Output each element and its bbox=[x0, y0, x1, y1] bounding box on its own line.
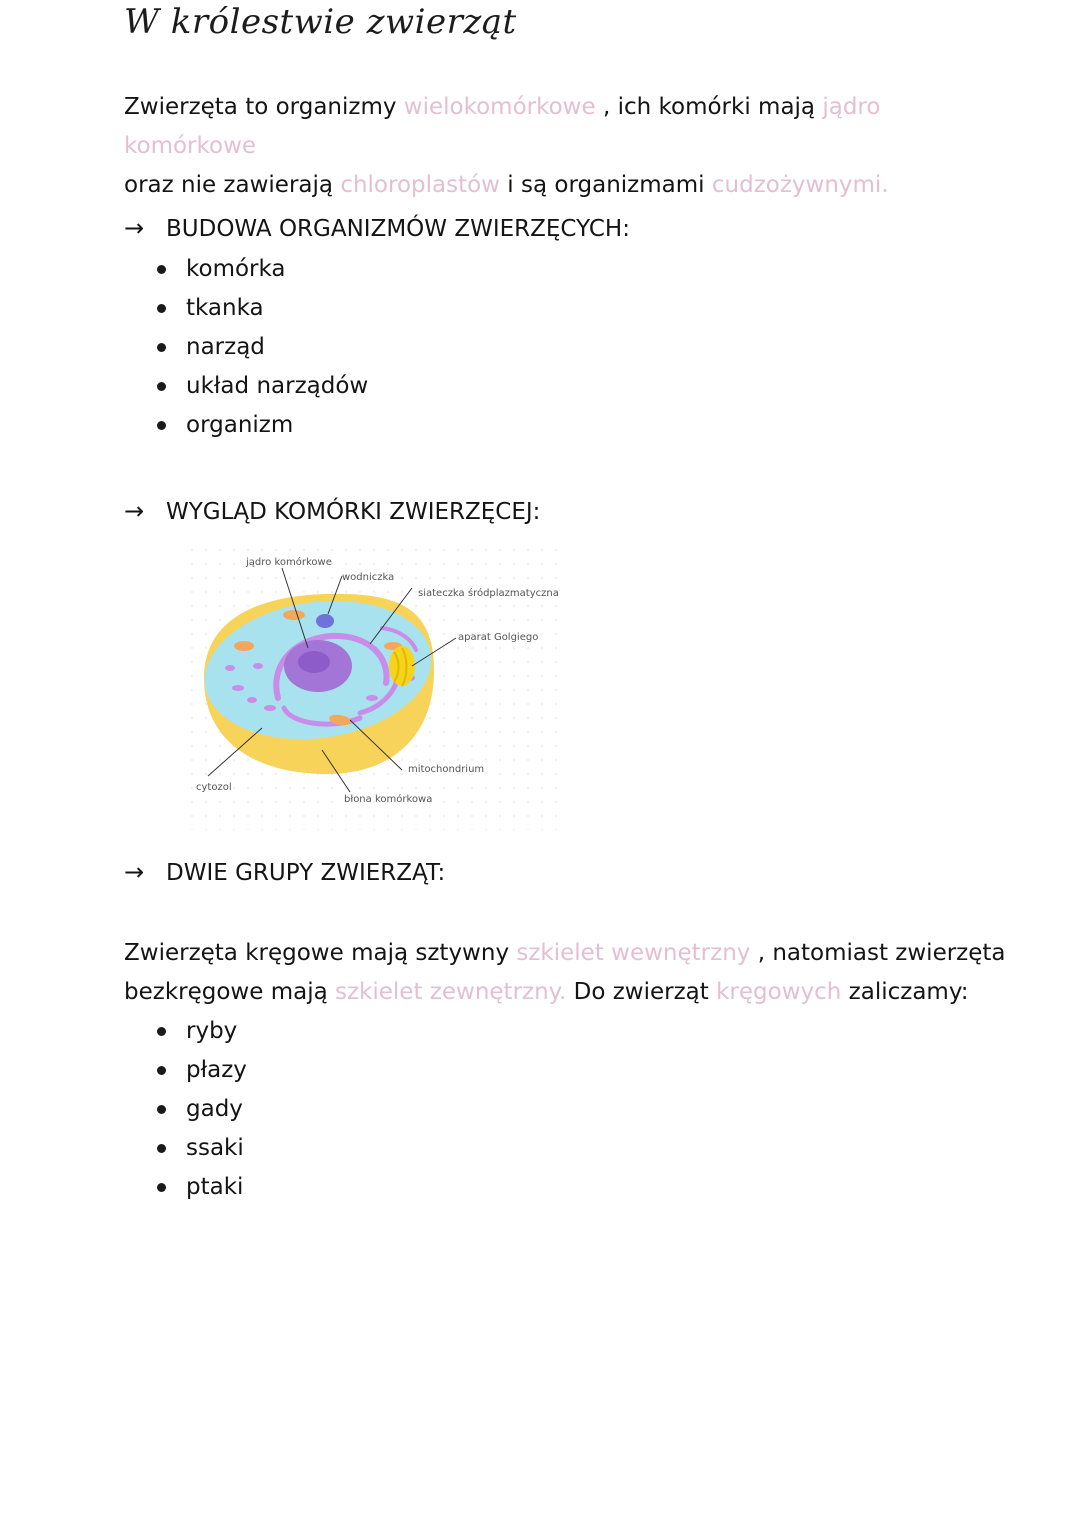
groups-line-1 bbox=[124, 934, 1024, 973]
bullet-icon bbox=[157, 304, 166, 313]
vertebrates-list bbox=[150, 1012, 247, 1207]
bullet-icon bbox=[157, 1144, 166, 1153]
list-item-label: ptaki bbox=[186, 1174, 244, 1200]
list-item bbox=[150, 1051, 247, 1090]
highlight-szkielet-wewnetrzny: szkielet wewnętrzny bbox=[516, 940, 751, 966]
groups-text-2: , natomiast zwierzęta bbox=[750, 940, 1006, 966]
label-wodniczka: wodniczka bbox=[342, 572, 395, 583]
groups-text-3: bezkręgowe mają bbox=[124, 979, 335, 1005]
label-blona: błona komórkowa bbox=[344, 794, 433, 805]
label-golgi: aparat Golgiego bbox=[458, 632, 539, 643]
list-item bbox=[150, 1129, 247, 1168]
heading-text: DWIE GRUPY ZWIERZĄT: bbox=[166, 860, 446, 886]
label-cytozol: cytozol bbox=[196, 782, 232, 793]
cell-illustration bbox=[190, 548, 562, 830]
list-item bbox=[150, 1168, 247, 1207]
bullet-icon bbox=[157, 1105, 166, 1114]
highlight-cudzozywnymi: cudzożywnymi. bbox=[711, 172, 889, 198]
highlight-szkielet-zewnetrzny: szkielet zewnętrzny. bbox=[335, 979, 567, 1005]
list-item bbox=[150, 1012, 247, 1051]
nucleolus-shape bbox=[298, 651, 330, 673]
intro-paragraph bbox=[124, 88, 1004, 205]
groups-text-4: Do zwierząt bbox=[566, 979, 717, 1005]
highlight-wielokomorkowe: wielokomórkowe bbox=[403, 94, 596, 120]
groups-paragraph bbox=[124, 934, 1024, 1012]
arrow-icon: → bbox=[124, 497, 145, 525]
list-item-label: ssaki bbox=[186, 1135, 244, 1161]
vacuole-shape bbox=[316, 614, 334, 628]
list-item bbox=[150, 289, 368, 328]
label-jadro: jądro komórkowe bbox=[246, 557, 332, 568]
intro-line-1 bbox=[124, 88, 1004, 166]
heading-text: WYGLĄD KOMÓRKI ZWIERZĘCEJ: bbox=[166, 499, 541, 525]
golgi-shape bbox=[389, 646, 415, 686]
arrow-icon: → bbox=[124, 858, 145, 886]
bullet-icon bbox=[157, 1183, 166, 1192]
list-item bbox=[150, 367, 368, 406]
list-item-label: organizm bbox=[186, 412, 294, 438]
groups-line-2 bbox=[124, 973, 1024, 1012]
label-siateczka: siateczka śródplazmatyczna bbox=[418, 588, 559, 599]
intro-line-2 bbox=[124, 166, 1004, 205]
list-item bbox=[150, 328, 368, 367]
page-title: W królestwie zwierząt bbox=[124, 2, 517, 42]
arrow-icon: → bbox=[124, 214, 145, 242]
highlight-chloroplastow: chloroplastów bbox=[340, 172, 500, 198]
bullet-icon bbox=[157, 382, 166, 391]
intro-text-4: i są organizmami bbox=[500, 172, 712, 198]
heading-text: BUDOWA ORGANIZMÓW ZWIERZĘCYCH: bbox=[166, 216, 630, 242]
bullet-icon bbox=[157, 1027, 166, 1036]
intro-text-1: Zwierzęta to organizmy bbox=[124, 94, 404, 120]
groups-text-5: zaliczamy: bbox=[841, 979, 969, 1005]
list-item bbox=[150, 406, 368, 445]
animal-cell-diagram bbox=[190, 548, 562, 830]
list-item-label: tkanka bbox=[186, 295, 264, 321]
list-item-label: komórka bbox=[186, 256, 286, 282]
label-mitochondrium: mitochondrium bbox=[408, 764, 485, 775]
list-item-label: układ narządów bbox=[186, 373, 369, 399]
mitochondrion-shape bbox=[234, 641, 254, 651]
bullet-icon bbox=[157, 343, 166, 352]
list-item-label: płazy bbox=[186, 1057, 247, 1083]
highlight-jadro: jądro komórkowe bbox=[124, 94, 881, 159]
groups-text-1: Zwierzęta kręgowe mają sztywny bbox=[124, 940, 517, 966]
structure-list bbox=[150, 250, 368, 445]
section-heading-grupy bbox=[124, 857, 445, 888]
list-item-label: gady bbox=[186, 1096, 243, 1122]
bullet-icon bbox=[157, 265, 166, 274]
section-heading-budowa bbox=[124, 213, 630, 244]
bullet-icon bbox=[157, 1066, 166, 1075]
list-item bbox=[150, 1090, 247, 1129]
intro-text-2: , ich komórki mają bbox=[595, 94, 823, 120]
list-item-label: narząd bbox=[186, 334, 265, 360]
highlight-kregowych: kręgowych bbox=[716, 979, 842, 1005]
mitochondrion-shape bbox=[283, 610, 305, 620]
bullet-icon bbox=[157, 421, 166, 430]
section-heading-wyglad bbox=[124, 496, 540, 527]
intro-text-3: oraz nie zawierają bbox=[124, 172, 341, 198]
list-item-label: ryby bbox=[186, 1018, 238, 1044]
list-item bbox=[150, 250, 368, 289]
